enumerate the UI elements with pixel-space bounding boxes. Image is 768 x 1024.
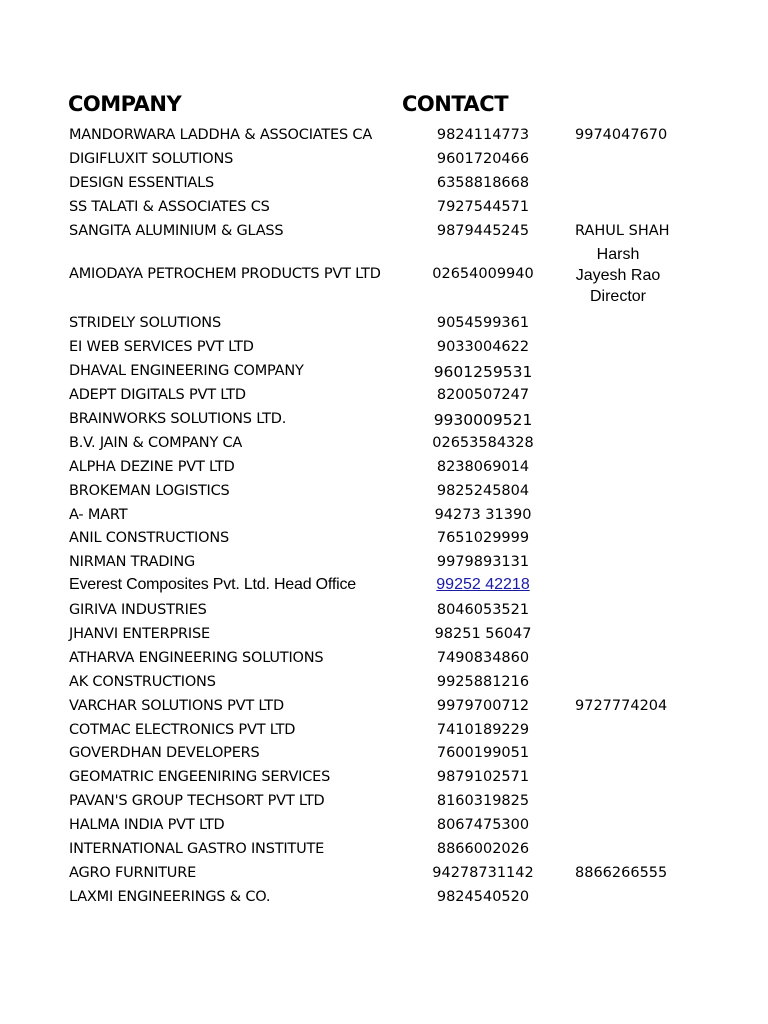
contact-number: 8046053521 xyxy=(436,602,530,619)
company-name: VARCHAR SOLUTIONS PVT LTD xyxy=(69,697,284,714)
company-name: GEOMATRIC ENGEENIRING SERVICES xyxy=(69,769,331,786)
list-item xyxy=(0,838,768,862)
list-item xyxy=(0,360,768,384)
company-name: LAXMI ENGINEERINGS & CO. xyxy=(69,888,271,905)
list-item xyxy=(0,766,768,790)
company-name: A- MART xyxy=(69,506,128,523)
list-item xyxy=(0,312,768,336)
contact-number: 02653584328 xyxy=(432,434,534,451)
company-name: BRAINWORKS SOLUTIONS LTD. xyxy=(69,411,287,428)
list-item xyxy=(0,647,768,671)
contact-number: 8238069014 xyxy=(436,458,530,475)
phone-link[interactable]: 99252 42218 xyxy=(436,576,530,594)
contact-number: 7410189229 xyxy=(436,721,530,738)
list-item xyxy=(0,384,768,408)
contact-number: 9925881216 xyxy=(436,673,530,690)
company-name: BROKEMAN LOGISTICS xyxy=(69,482,230,499)
contact-number: 94273 31390 xyxy=(434,506,532,523)
company-name: AK CONSTRUCTIONS xyxy=(69,673,216,690)
company-name: AMIODAYA PETROCHEM PRODUCTS PVT LTD xyxy=(69,266,381,283)
extra-contact: 9727774204 xyxy=(575,697,668,714)
list-item xyxy=(0,408,768,432)
list-item xyxy=(0,196,768,220)
list-item xyxy=(0,336,768,360)
company-name: COTMAC ELECTRONICS PVT LTD xyxy=(69,721,296,738)
contact-number: 02654009940 xyxy=(432,266,534,283)
list-item xyxy=(0,504,768,528)
list-item xyxy=(0,551,768,575)
contact-number: 9879445245 xyxy=(436,222,530,239)
company-name: AGRO FURNITURE xyxy=(69,864,197,881)
contact-number: 9033004622 xyxy=(436,339,530,356)
list-item xyxy=(0,243,768,312)
company-name: Everest Composites Pvt. Ltd. Head Office xyxy=(69,576,356,594)
list-item xyxy=(0,671,768,695)
contact-number: 9879102571 xyxy=(436,769,530,786)
contact-number: 6358818668 xyxy=(436,174,530,191)
company-column-header: COMPANY xyxy=(68,92,182,116)
company-name: ADEPT DIGITALS PVT LTD xyxy=(69,387,246,404)
contact-number: 9930009521 xyxy=(433,411,533,430)
company-name: ALPHA DEZINE PVT LTD xyxy=(69,458,235,475)
extra-contact: RAHUL SHAH xyxy=(575,222,670,239)
company-name: DESIGN ESSENTIALS xyxy=(69,174,215,191)
contact-list xyxy=(0,124,768,910)
list-item xyxy=(0,148,768,172)
company-name: STRIDELY SOLUTIONS xyxy=(69,315,221,332)
list-item xyxy=(0,527,768,551)
company-name: ANIL CONSTRUCTIONS xyxy=(69,530,229,547)
contact-column-header: CONTACT xyxy=(402,92,509,116)
company-name: NIRMAN TRADING xyxy=(69,554,196,571)
list-item xyxy=(0,124,768,148)
contact-number: 8067475300 xyxy=(436,817,530,834)
contact-number: 9601259531 xyxy=(433,363,533,382)
company-name: EI WEB SERVICES PVT LTD xyxy=(69,339,254,356)
company-name: DHAVAL ENGINEERING COMPANY xyxy=(69,363,304,380)
company-name: DIGIFLUXIT SOLUTIONS xyxy=(69,150,234,167)
company-name: INTERNATIONAL GASTRO INSTITUTE xyxy=(69,841,325,858)
company-name: SANGITA ALUMINIUM & GLASS xyxy=(69,222,284,239)
contact-number: 7927544571 xyxy=(436,198,530,215)
list-item xyxy=(0,886,768,910)
contact-number: 94278731142 xyxy=(432,864,534,881)
list-item xyxy=(0,695,768,719)
contact-number: 7651029999 xyxy=(436,530,530,547)
company-name: SS TALATI & ASSOCIATES CS xyxy=(69,198,270,215)
contact-number: 7600199051 xyxy=(436,745,530,762)
extra-contact: 9974047670 xyxy=(575,127,668,143)
contact-number: 9979893131 xyxy=(436,554,530,571)
contact-number: 9054599361 xyxy=(436,315,530,332)
company-name: GIRIVA INDUSTRIES xyxy=(69,602,207,619)
extra-contact: Harsh Jayesh Rao Director xyxy=(575,246,661,306)
contact-number: 7490834860 xyxy=(436,649,530,666)
list-item xyxy=(0,456,768,480)
company-name: MANDORWARA LADDHA & ASSOCIATES CA xyxy=(69,127,373,143)
company-name: HALMA INDIA PVT LTD xyxy=(69,817,225,834)
list-item xyxy=(0,814,768,838)
extra-contact: 8866266555 xyxy=(575,864,668,881)
list-item xyxy=(0,575,768,599)
contact-number: 98251 56047 xyxy=(434,626,532,643)
list-item xyxy=(0,480,768,504)
company-name: GOVERDHAN DEVELOPERS xyxy=(69,745,260,762)
company-name: PAVAN'S GROUP TECHSORT PVT LTD xyxy=(69,793,325,810)
contact-number: 9824114773 xyxy=(436,127,530,143)
company-name: ATHARVA ENGINEERING SOLUTIONS xyxy=(69,649,324,666)
list-item xyxy=(0,220,768,244)
contact-number: 8866002026 xyxy=(436,841,530,858)
contact-number: 8160319825 xyxy=(436,793,530,810)
company-name: B.V. JAIN & COMPANY CA xyxy=(69,434,243,451)
list-item xyxy=(0,623,768,647)
contact-number: 9825245804 xyxy=(436,482,530,499)
list-item xyxy=(0,719,768,743)
list-item xyxy=(0,742,768,766)
contact-number: 9601720466 xyxy=(436,150,530,167)
list-item xyxy=(0,790,768,814)
list-item xyxy=(0,172,768,196)
list-item xyxy=(0,862,768,886)
contact-number: 8200507247 xyxy=(436,387,530,404)
contact-number: 9824540520 xyxy=(436,888,530,905)
list-item xyxy=(0,432,768,456)
contact-number: 9979700712 xyxy=(436,697,530,714)
company-name: JHANVI ENTERPRISE xyxy=(69,626,210,643)
list-item xyxy=(0,599,768,623)
